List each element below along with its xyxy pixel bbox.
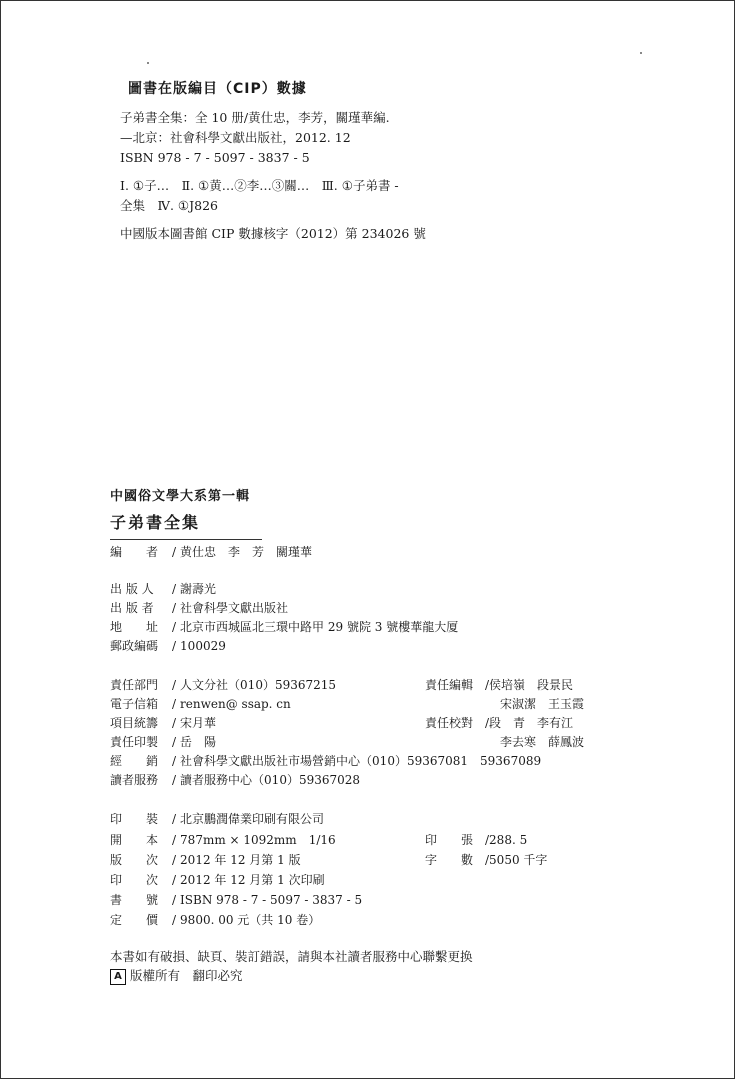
word-count-row (425, 852, 547, 868)
row-value: 社會科學文獻出版社 (180, 601, 289, 615)
separator: / (172, 620, 177, 634)
separator: / (172, 853, 177, 867)
row-value: 100029 (180, 639, 226, 653)
publisher-row (110, 600, 288, 616)
row-value: ISBN 978 - 7 - 5097 - 3837 - 5 (180, 893, 363, 907)
proofreader-row-2 (500, 734, 584, 750)
separator: / (172, 639, 177, 653)
rights-text: 版權所有 翻印必究 (130, 968, 243, 983)
publisher-person-row (110, 581, 216, 597)
impression-row (110, 872, 325, 888)
price-row (110, 912, 320, 928)
row-value: 北京鵬潤偉業印刷有限公司 (180, 812, 325, 826)
separator: / (172, 833, 177, 847)
book-title: 子弟書全集 (110, 513, 201, 532)
cip-line: 子弟書全集：全 10 册/黄仕忠，李芳，關瑾華編. (120, 110, 390, 125)
row-value: 北京市西城區北三環中路甲 29 號院 3 號樓華龍大厦 (180, 620, 459, 634)
proofreader-row (425, 715, 573, 731)
row-label: 書 號 (110, 893, 159, 907)
row-value: 謝壽光 (180, 582, 217, 596)
dept-row (110, 677, 336, 693)
cip-line: 全集 Ⅳ. ①J826 (120, 198, 219, 213)
row-label: 出 版 者 (110, 601, 154, 615)
row-label: 責任印製 (110, 735, 159, 749)
row-value: 侯培嶺 段景民 (489, 678, 574, 692)
format-row (110, 832, 336, 848)
separator: / (485, 853, 490, 867)
row-value: 黄仕忠 李 芳 關瑾華 (180, 545, 313, 559)
row-label: 出 版 人 (110, 582, 154, 596)
row-label: 印 裝 (110, 812, 159, 826)
row-value: 5050 千字 (489, 853, 548, 867)
book-number-row (110, 892, 362, 908)
row-label: 印 張 (425, 833, 474, 847)
separator: / (172, 697, 177, 711)
separator: / (172, 773, 177, 787)
scan-speck (147, 62, 149, 64)
separator: / (485, 833, 490, 847)
separator: / (485, 678, 490, 692)
row-label: 編 者 (110, 545, 159, 559)
editor-in-charge-row-2 (500, 696, 584, 712)
row-label: 印 次 (110, 873, 159, 887)
separator: / (172, 735, 177, 749)
rights-line (110, 966, 243, 985)
row-value: 岳 陽 (180, 735, 217, 749)
row-label: 項目統籌 (110, 716, 159, 730)
reader-service-row (110, 772, 360, 788)
scan-speck (640, 52, 642, 54)
row-label: 責任校對 (425, 716, 474, 730)
cip-line: ISBN 978 - 7 - 5097 - 3837 - 5 (120, 150, 310, 165)
row-value: 2012 年 12 月第 1 次印刷 (180, 873, 325, 887)
binding-row (110, 811, 324, 827)
separator: / (485, 716, 490, 730)
row-value: renwen@ ssap. cn (180, 697, 291, 711)
row-label: 字 數 (425, 853, 474, 867)
row-value: 宋淑潔 王玉霞 (500, 697, 585, 711)
row-label: 責任部門 (110, 678, 159, 692)
separator: / (172, 873, 177, 887)
row-value: 段 青 李有江 (489, 716, 574, 730)
row-value: 288. 5 (489, 833, 528, 847)
printing-editor-row (110, 734, 216, 750)
separator: / (172, 582, 177, 596)
separator: / (172, 678, 177, 692)
series-block (110, 485, 262, 540)
editor-in-charge-row (425, 677, 573, 693)
row-value: 宋月華 (180, 716, 217, 730)
cip-line: 中國版本圖書館 CIP 數據核字（2012）第 234026 號 (120, 226, 426, 241)
cip-line: —北京：社會科學文獻出版社，2012. 12 (120, 130, 351, 145)
title-divider (110, 539, 262, 540)
row-label: 開 本 (110, 833, 159, 847)
distribution-row (110, 753, 541, 769)
coordinator-row (110, 715, 216, 731)
row-label: 讀者服務 (110, 773, 159, 787)
cip-block (120, 78, 590, 244)
address-row (110, 619, 458, 635)
damage-notice: 本書如有破損、缺頁、裝訂錯誤，請與本社讀者服務中心聯繫更换 (110, 949, 473, 964)
separator: / (172, 913, 177, 927)
row-value: 9800. 00 元（共 10 卷） (180, 913, 321, 927)
email-row (110, 696, 291, 712)
row-value: 人文分社（010）59367215 (180, 678, 337, 692)
separator: / (172, 754, 177, 768)
row-value: 社會科學文獻出版社市場營銷中心（010）59367081 59367089 (180, 754, 542, 768)
row-label: 經 銷 (110, 754, 159, 768)
row-label: 版 次 (110, 853, 159, 867)
row-label: 郵政編碼 (110, 639, 159, 653)
row-label: 責任編輯 (425, 678, 474, 692)
edition-row (110, 852, 301, 868)
row-label: 地 址 (110, 620, 159, 634)
publisher-logo-icon: A (110, 969, 126, 985)
cip-heading: 圖書在版編目（CIP）數據 (128, 81, 307, 97)
separator: / (172, 601, 177, 615)
row-label: 電子信箱 (110, 697, 159, 711)
separator: / (172, 545, 177, 559)
row-label: 定 價 (110, 913, 159, 927)
separator: / (172, 893, 177, 907)
editors-row (110, 544, 312, 560)
separator: / (172, 716, 177, 730)
postcode-row (110, 638, 226, 654)
row-value: 讀者服務中心（010）59367028 (180, 773, 361, 787)
sheets-row (425, 832, 527, 848)
series-name: 中國俗文學大系第一輯 (110, 489, 251, 504)
row-value: 李去寒 薛鳳波 (500, 735, 585, 749)
separator: / (172, 812, 177, 826)
row-value: 787mm × 1092mm 1/16 (180, 833, 336, 847)
row-value: 2012 年 12 月第 1 版 (180, 853, 301, 867)
cip-line: Ⅰ. ①子… Ⅱ. ①黄…②李…③關… Ⅲ. ①子弟書 - (120, 178, 399, 193)
